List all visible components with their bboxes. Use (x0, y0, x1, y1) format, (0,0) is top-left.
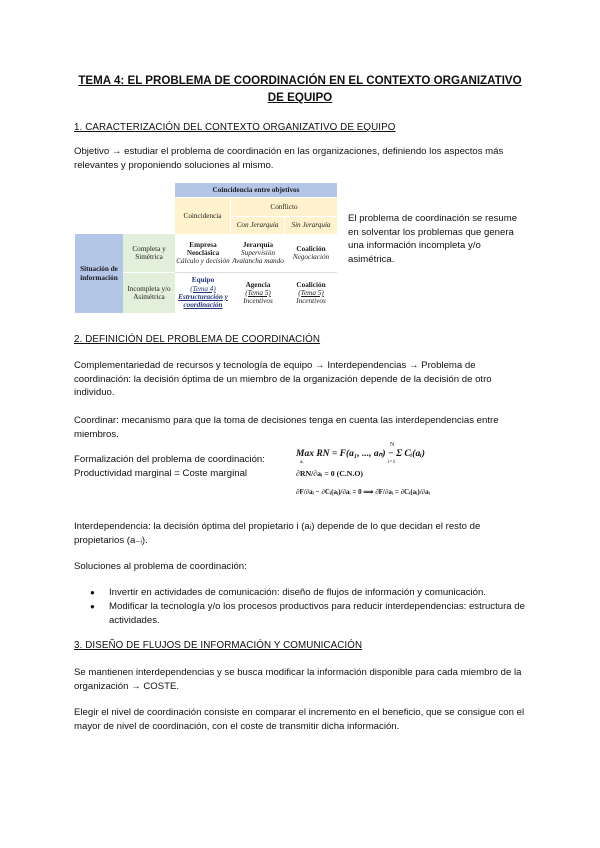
section-2-heading: 2. DEFINICIÓN DEL PROBLEMA DE COORDINACIÓN (74, 334, 321, 345)
interdependencia-paragraph: Interdependencia: la decisión óptima del propietario i (aᵢ) depende de lo que decidan el resto de propietarios (a₋ᵢ). (74, 521, 481, 546)
table-row-incompleta: Incompleta y/o Asimétrica (123, 273, 175, 313)
table-cell-jerarquia: Jerarquía Supervisión Avalancha mando (231, 234, 285, 273)
coordination-table (75, 183, 337, 313)
table-header-coincidencia-objetivos: Coincidencia entre objetivos (175, 183, 337, 198)
bullet-item-1: Invertir en actividades de comunicación: diseño de flujos de información y comunicación. (109, 587, 487, 598)
flujos-paragraph-2: Elegir el nivel de coordinación consiste en comparar el incremento en el beneficio, que se consigue con el mayor de nivel de coordinación, con el coste de transmitir dicha información. (74, 707, 525, 732)
bullet-dot-2: ● (90, 602, 95, 611)
page-title: TEMA 4: EL PROBLEMA DE COORDINACIÓN EN EL CONTEXTO ORGANIZATIVO DE EQUIPO (78, 74, 522, 104)
formalizacion-line: Formalización del problema de coordinación: (74, 454, 265, 465)
table-cell-coalicion-incentivos: Coalición (Tema 5) Incentivos (296, 280, 326, 306)
table-side-summary: El problema de coordinación se resume en solventar los problemas que genera una información incompleta y/o asimétrica. (348, 213, 518, 265)
table-cell-agencia: Agencia (Tema 5) Incentivos (243, 280, 273, 306)
table-cell-equipo: Equipo (Tema 4) Estructuración y coordinación (178, 276, 228, 310)
formula-sum-top: N (390, 442, 395, 448)
formula-sum-bottom: i=1 (388, 459, 396, 465)
formula-max-rn: Max RN = F(a₁, ..., aₙ) − Σ Cᵢ(aᵢ) (296, 449, 425, 459)
bullet-item-2: Modificar la tecnología y/o los procesos productivos para reducir interdependencias: estructura de actividades. (109, 601, 525, 626)
section-1-heading: 1. CARACTERIZACIÓN DEL CONTEXTO ORGANIZATIVO DE EQUIPO (74, 122, 396, 133)
formula-cno: ∂RN/∂aᵢ = 0 (C.N.O) (296, 469, 364, 478)
formula-max-sub: aᵢ (300, 459, 304, 465)
table-header-conflicto: Conflicto (231, 198, 337, 216)
table-row-group-situacion: Situación de información (75, 234, 123, 313)
soluciones-heading: Soluciones al problema de coordinación: (74, 561, 247, 572)
productividad-line: Productividad marginal = Coste marginal (74, 468, 248, 479)
table-header-coincidencia: Coincidencia (175, 198, 231, 234)
table-row-completa: Completa y Simétrica (123, 234, 175, 273)
flujos-paragraph-1: Se mantienen interdependencias y se busca modificar la información disponible para cada miembro de la organización → COSTE. (74, 667, 522, 692)
table-header-con-jerarquia: Con Jerarquía (231, 216, 285, 234)
coordinar-paragraph: Coordinar: mecanismo para que la toma de decisiones tenga en cuenta las interdependencias entre miembros. (74, 415, 499, 440)
section-3-heading: 3. DISEÑO DE FLUJOS DE INFORMACIÓN Y COMUNICACIÓN (74, 640, 363, 651)
table-cell-coalicion-negociacion: Coalición Negociación (285, 234, 337, 273)
objective-paragraph: Objetivo → estudiar el problema de coordinación en las organizaciones, definiendo los aspectos más relevantes y proponiendo soluciones al mismo. (74, 146, 504, 171)
table-header-sin-jerarquia: Sin Jerarquía (285, 216, 337, 234)
coordination-formulas (296, 442, 528, 504)
formula-condition: ∂F/∂aᵢ − ∂Cᵢ(aᵢ)/∂aᵢ = 0 ⟹ ∂F/∂aᵢ = ∂Cᵢ(aᵢ)/∂aᵢ (296, 488, 430, 496)
table-cell-empresa-neoclasica: Empresa Neoclásica Cálculo y decisión (175, 234, 231, 273)
complementariedad-paragraph: Complementariedad de recursos y tecnología de equipo → Interdependencias → Problema de coordinación: la decisión óptima de un miembro de la organización depende de la decisión de otro individuo. (74, 360, 492, 398)
bullet-dot-1: ● (90, 588, 95, 597)
